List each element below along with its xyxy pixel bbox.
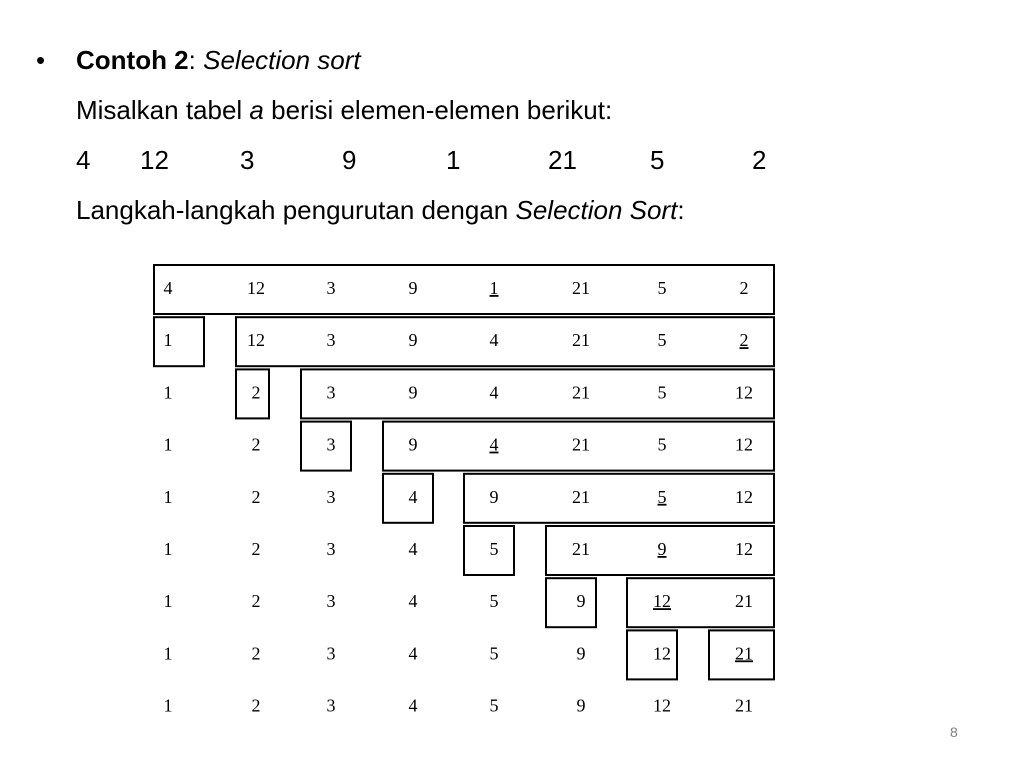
table-cell: 9 — [408, 434, 418, 455]
unsorted-range-box — [301, 369, 774, 418]
table-cell: 9 — [576, 643, 586, 664]
table-cell: 1 — [163, 382, 173, 403]
heading-bold: Contoh 2 — [76, 45, 189, 75]
table-cell: 21 — [572, 382, 590, 403]
table-cell: 3 — [326, 643, 336, 664]
table-cell: 4 — [408, 486, 418, 507]
table-cell: 4 — [408, 539, 418, 559]
steps-label-part2: : — [677, 195, 685, 225]
table-cell: 21 — [735, 695, 753, 716]
table-cell: 12 — [247, 278, 265, 298]
table-cell: 9 — [576, 695, 586, 716]
table-cell: 4 — [489, 330, 499, 351]
table-cell: 21 — [572, 278, 590, 298]
table-cell: 4 — [489, 434, 499, 455]
array-value: 3 — [240, 145, 255, 175]
table-cell: 2 — [739, 278, 749, 298]
table-cell: 21 — [572, 434, 590, 455]
intro-part2: berisi elemen-elemen berikut: — [263, 95, 613, 125]
intro-part1: Misalkan tabel — [76, 95, 250, 125]
table-cell: 1 — [163, 330, 173, 351]
table-cell: 2 — [251, 695, 261, 716]
table-cell: 4 — [408, 695, 418, 716]
table-cell: 1 — [163, 591, 173, 612]
intro-variable: a — [249, 95, 264, 125]
table-cell: 5 — [657, 382, 667, 403]
bullet-marker: • — [36, 45, 46, 75]
table-cell: 5 — [657, 434, 667, 455]
heading-italic: Selection sort — [203, 45, 361, 75]
table-cell: 2 — [251, 591, 261, 612]
unsorted-range-box — [236, 317, 774, 366]
array-value: 2 — [752, 145, 767, 175]
table-cell: 1 — [163, 643, 173, 664]
table-cell: 12 — [653, 695, 671, 716]
table-cell: 21 — [572, 539, 590, 559]
table-cell: 3 — [326, 695, 336, 716]
table-cell: 2 — [251, 382, 261, 403]
table-cell: 1 — [489, 278, 499, 298]
table-cell: 9 — [408, 278, 418, 298]
table-cell: 9 — [408, 330, 418, 351]
table-cell: 2 — [251, 643, 261, 664]
unsorted-range-box — [464, 474, 774, 523]
table-cell: 12 — [735, 434, 753, 455]
table-cell: 21 — [572, 486, 590, 507]
table-cell: 1 — [163, 695, 173, 716]
table-cell: 2 — [251, 486, 261, 507]
array-value: 4 — [76, 145, 91, 175]
table-cell: 3 — [326, 539, 336, 559]
table-cell: 1 — [163, 434, 173, 455]
array-value: 1 — [446, 145, 461, 175]
table-cell: 9 — [576, 591, 586, 612]
table-cell: 12 — [653, 643, 671, 664]
array-value: 12 — [140, 145, 169, 175]
page-number: 8 — [950, 724, 958, 740]
array-value: 21 — [548, 145, 577, 175]
heading-separator: : — [188, 45, 204, 75]
table-cell: 2 — [739, 330, 749, 351]
sorted-element-box — [154, 317, 204, 366]
table-cell: 1 — [163, 539, 173, 559]
table-cell: 5 — [489, 643, 499, 664]
table-cell: 2 — [251, 434, 261, 455]
table-cell: 9 — [489, 486, 499, 507]
table-cell: 5 — [657, 486, 667, 507]
table-cell: 3 — [326, 434, 336, 455]
table-cell: 5 — [657, 330, 667, 351]
sorted-element-box — [546, 578, 596, 627]
table-cell: 3 — [326, 486, 336, 507]
table-cell: 9 — [408, 382, 418, 403]
table-cell: 12 — [735, 382, 753, 403]
table-cell: 4 — [408, 643, 418, 664]
array-value: 5 — [650, 145, 665, 175]
table-cell: 3 — [326, 591, 336, 612]
table-cell: 3 — [326, 278, 336, 298]
table-cell: 3 — [326, 382, 336, 403]
array-value: 9 — [342, 145, 357, 175]
steps-label-part1: Langkah-langkah pengurutan dengan — [76, 195, 516, 225]
table-cell: 4 — [489, 382, 499, 403]
table-cell: 5 — [489, 695, 499, 716]
table-cell: 21 — [735, 591, 753, 612]
table-cell: 5 — [489, 539, 499, 559]
table-cell: 12 — [653, 591, 671, 612]
steps-label-italic: Selection Sort — [515, 195, 678, 225]
table-cell: 9 — [657, 539, 667, 559]
table-cell: 3 — [326, 330, 336, 351]
table-cell: 12 — [735, 486, 753, 507]
table-cell: 2 — [251, 539, 261, 559]
table-cell: 12 — [247, 330, 265, 351]
table-cell: 4 — [163, 278, 173, 298]
table-cell: 1 — [163, 486, 173, 507]
table-cell: 21 — [572, 330, 590, 351]
table-cell: 5 — [657, 278, 667, 298]
table-cell: 21 — [735, 643, 753, 664]
table-cell: 12 — [735, 539, 753, 559]
table-cell: 5 — [489, 591, 499, 612]
table-cell: 4 — [408, 591, 418, 612]
